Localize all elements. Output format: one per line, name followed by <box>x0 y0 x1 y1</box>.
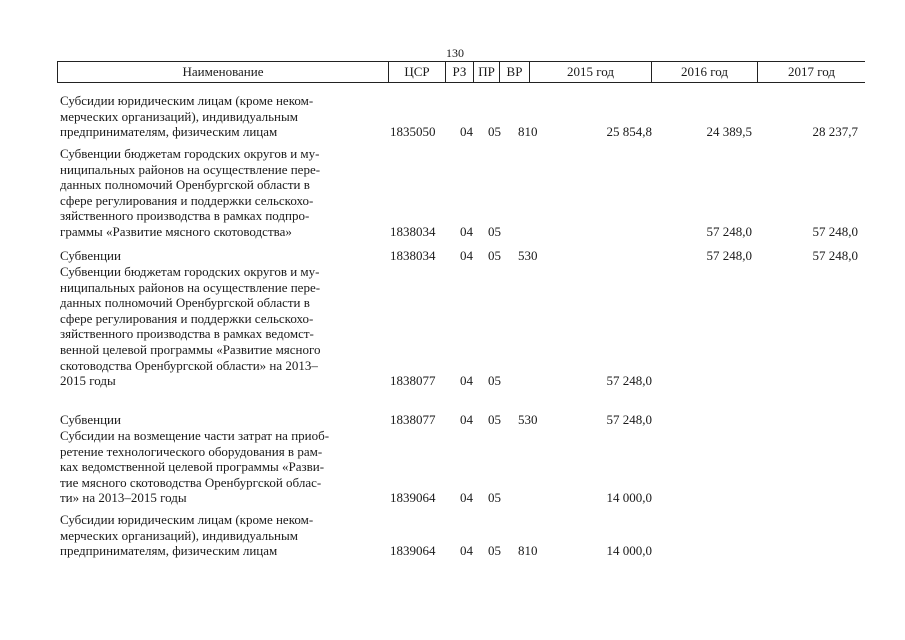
cell-rz: 04 <box>460 248 473 263</box>
row-name: Субвенции бюджетам городских округов и му- ниципальных районов на осуществление пере- данных полномочий Оренбургской области в сфере регулирования и поддержки сельскохо- зяйственного производства в рамках ведомст- венной целевой программы «Развитие мясного скотоводства Оренбургской области» на 2013– 2015 годы <box>60 264 321 389</box>
cell-2016: 57 248,0 <box>706 248 752 263</box>
cell-2015: 57 248,0 <box>606 373 652 389</box>
header-2017: 2017 год <box>788 64 835 79</box>
cell-pr: 05 <box>488 412 501 427</box>
cell-rz: 04 <box>460 373 473 389</box>
cell-csr: 1838034 <box>390 248 436 263</box>
row-name: Субсидии на возмещение части затрат на приоб- ретение технологического оборудования в рам- ках ведомственной целевой программы «Разви- тие мясного скотоводства Оренбургской облас- ти» на 2013–2015 годы <box>60 428 330 506</box>
cell-2015: 14 000,0 <box>606 543 652 559</box>
cell-2017: 28 237,7 <box>812 124 858 140</box>
page-number: 130 <box>446 46 464 60</box>
header-2016: 2016 год <box>652 62 758 82</box>
cell-pr: 05 <box>488 373 501 389</box>
cell-rz: 04 <box>460 124 473 140</box>
cell-vr: 810 <box>518 543 538 559</box>
row-name: Субсидии юридическим лицам (кроме неком- мерческих организаций), индивидуальным предпринимателям, физическим лицам <box>60 512 314 559</box>
row-name: Субвенции <box>60 412 121 427</box>
cell-csr: 1838034 <box>390 224 436 239</box>
row-name: Субвенции бюджетам городских округов и му- ниципальных районов на осуществление пере- данных полномочий Оренбургской области в сфере регулирования и поддержки сельскохо- зяйственного производства в рамках подпро- граммы «Развитие мясного скотоводства» <box>60 146 321 239</box>
cell-pr: 05 <box>488 248 501 263</box>
cell-rz: 04 <box>460 412 473 427</box>
cell-2017: 57 248,0 <box>812 248 858 263</box>
cell-rz: 04 <box>460 490 473 506</box>
cell-rz: 04 <box>460 224 473 239</box>
cell-pr: 05 <box>488 490 501 506</box>
cell-csr: 1838077 <box>390 373 436 389</box>
cell-2017: 57 248,0 <box>812 224 858 239</box>
cell-2015: 57 248,0 <box>606 412 652 427</box>
cell-pr: 05 <box>488 124 501 140</box>
cell-vr: 530 <box>518 412 538 427</box>
cell-csr: 1838077 <box>390 412 436 427</box>
cell-csr: 1835050 <box>390 124 436 140</box>
cell-vr: 810 <box>518 124 538 140</box>
cell-2016: 24 389,5 <box>706 124 752 140</box>
cell-vr: 530 <box>518 248 538 263</box>
header-csr: ЦСР <box>389 62 446 82</box>
cell-pr: 05 <box>488 224 501 239</box>
table-header <box>57 61 865 83</box>
header-name: Наименование <box>58 62 389 82</box>
header-pr: ПР <box>474 62 500 82</box>
cell-csr: 1839064 <box>390 543 436 559</box>
cell-csr: 1839064 <box>390 490 436 506</box>
cell-rz: 04 <box>460 543 473 559</box>
header-vr: ВР <box>500 62 530 82</box>
row-name: Субсидии юридическим лицам (кроме неком- мерческих организаций), индивидуальным предпринимателям, физическим лицам <box>60 93 314 140</box>
header-2015: 2015 год <box>530 62 652 82</box>
cell-2015: 25 854,8 <box>606 124 652 140</box>
cell-2016: 57 248,0 <box>706 224 752 239</box>
cell-pr: 05 <box>488 543 501 559</box>
row-name: Субвенции <box>60 248 121 263</box>
header-rz: РЗ <box>446 62 474 82</box>
cell-2015: 14 000,0 <box>606 490 652 506</box>
